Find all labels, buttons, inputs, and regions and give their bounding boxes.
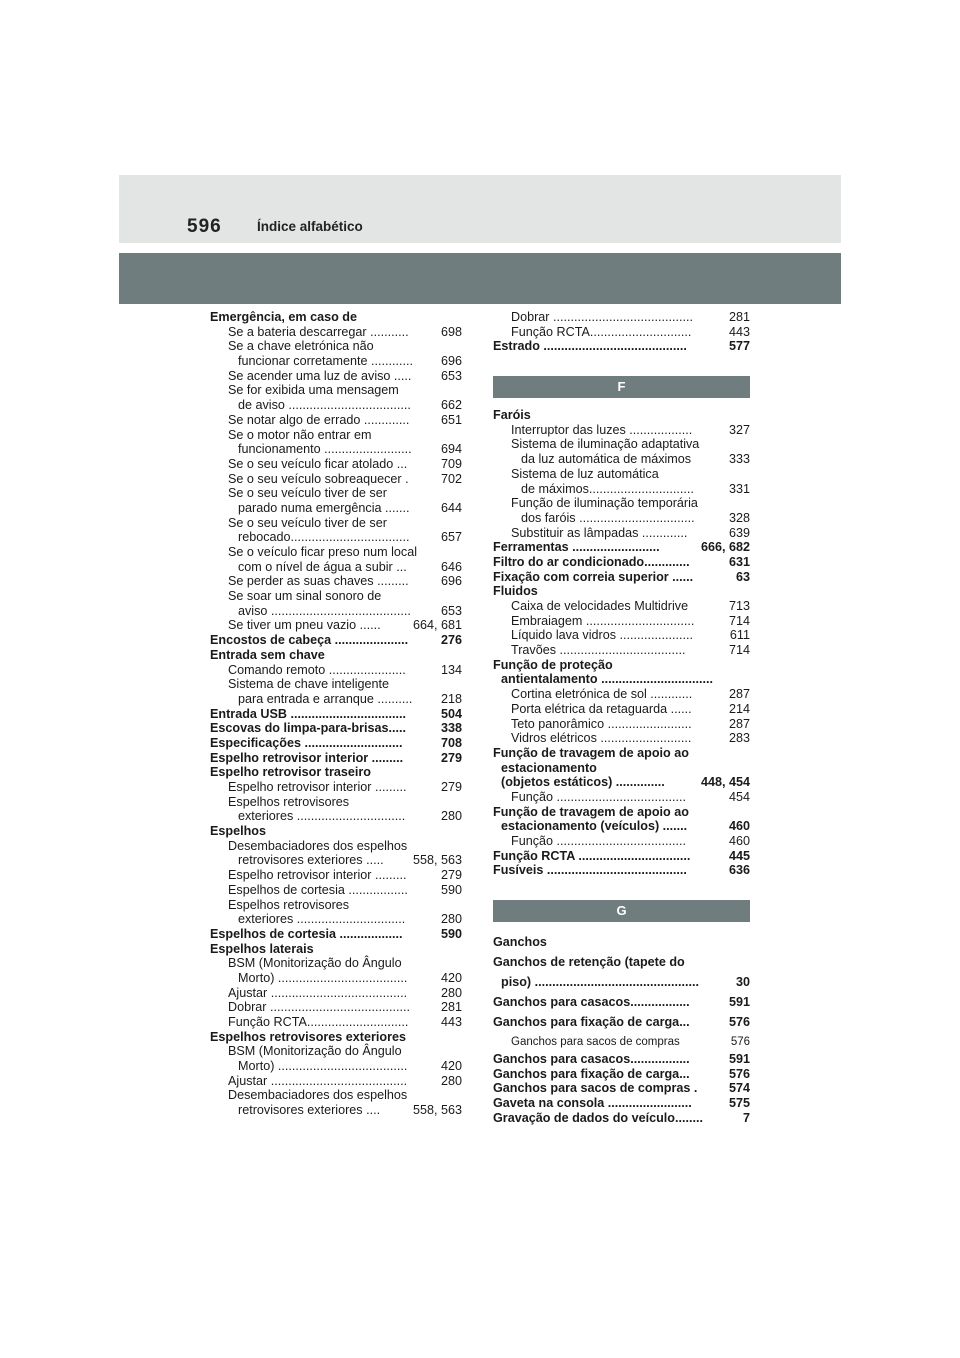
entry-text: retrovisores exteriores ....	[238, 1103, 381, 1118]
section-title: Índice alfabético	[257, 219, 363, 234]
index-entry	[493, 805, 750, 820]
index-column-right	[493, 310, 750, 1126]
entry-text: Se o seu veículo sobreaquecer .	[228, 471, 409, 486]
entry-text: Ganchos de retenção (tapete do	[493, 955, 685, 970]
entry-page: 576	[728, 1066, 750, 1081]
entry-text: Função RCTA.............................	[511, 324, 692, 339]
entry-text: Porta elétrica da retaguarda ......	[511, 701, 692, 716]
entry-text: Vidros elétricos ..........................	[511, 731, 692, 746]
entry-page: 445	[728, 848, 750, 863]
entry-text: Encostos de cabeça .....................	[210, 633, 409, 648]
entry-page: 460	[728, 834, 750, 848]
entry-text: Espelho retrovisor interior .........	[228, 780, 407, 794]
entry-text: Escovas do limpa-para-brisas.....	[210, 721, 406, 736]
entry-page: 331	[728, 481, 750, 496]
entry-page: 280	[440, 912, 462, 927]
index-entry	[210, 1015, 462, 1030]
index-entry	[493, 540, 750, 555]
index-entry	[210, 398, 462, 413]
entry-text: piso) ...............................................	[501, 975, 700, 990]
entry-text: Sistema de chave inteligente	[228, 677, 390, 692]
entry-page: 287	[728, 716, 750, 731]
index-entry	[210, 325, 462, 340]
entry-page: 653	[440, 603, 462, 618]
index-entry	[493, 834, 750, 849]
entry-text: Ganchos para fixação de carga...	[493, 1015, 690, 1030]
entry-text: Especificações ............................	[210, 735, 403, 750]
entry-page: 328	[728, 510, 750, 525]
entry-page: 443	[440, 1015, 462, 1029]
entry-text: Se o seu veículo tiver de ser	[228, 486, 387, 501]
entry-text: Função de iluminação temporária	[511, 496, 698, 511]
entry-page: 279	[440, 750, 462, 765]
entry-text: Função .....................................	[511, 789, 686, 804]
entry-text: Se a bateria descarregar ...........	[228, 324, 409, 339]
entry-page: 279	[440, 868, 462, 883]
index-entry	[493, 452, 750, 467]
index-entry	[210, 486, 462, 501]
entry-text: Função de proteção	[493, 657, 613, 672]
index-entry	[210, 824, 462, 839]
entry-page: 576	[727, 1012, 750, 1032]
entry-text: Espelhos laterais	[210, 941, 314, 956]
entry-text: Ganchos para sacos de compras .	[493, 1081, 698, 1096]
entry-page: 631	[728, 554, 750, 569]
index-entry	[493, 1052, 750, 1067]
index-entry	[493, 717, 750, 732]
entry-page: 646	[440, 559, 462, 574]
entry-text: Substituir as lâmpadas .............	[511, 525, 688, 540]
entry-text: exteriores ...............................	[238, 809, 406, 824]
entry-page: 327	[728, 422, 750, 437]
index-entry	[493, 310, 750, 325]
index-entry	[493, 423, 750, 438]
entry-text: com o nível de água a subir ...	[238, 559, 407, 574]
entry-text: Entrada USB .................................	[210, 706, 406, 721]
index-entry	[210, 736, 462, 751]
entry-text: Espelhos de cortesia ..................	[210, 926, 403, 941]
index-entry	[210, 677, 462, 692]
index-entry	[210, 912, 462, 927]
index-entry	[210, 956, 462, 971]
entry-text: Caixa de velocidades Multidrive	[511, 599, 689, 613]
entry-text: Função .....................................	[511, 834, 686, 848]
index-entry	[210, 648, 462, 663]
index-entry	[210, 942, 462, 957]
entry-text: BSM (Monitorização do Ângulo	[228, 1044, 402, 1059]
index-entry	[493, 570, 750, 585]
entry-text: (objetos estáticos) ..............	[501, 775, 665, 790]
index-entry	[210, 986, 462, 1001]
index-entry	[210, 868, 462, 883]
entry-page: 713	[728, 599, 750, 613]
index-entry	[210, 457, 462, 472]
entry-page: 280	[440, 985, 462, 1000]
entry-page: 575	[728, 1096, 750, 1111]
entry-text: rebocado..................................	[238, 530, 410, 545]
index-entry	[210, 1044, 462, 1059]
index-entry	[210, 560, 462, 575]
entry-text: Gaveta na consola ........................	[493, 1096, 692, 1111]
index-entry	[493, 761, 750, 776]
entry-text: Espelho retrovisor traseiro	[210, 765, 371, 780]
entry-page: 714	[728, 613, 750, 628]
index-entry	[210, 413, 462, 428]
index-column-left	[210, 310, 462, 1118]
index-entry	[493, 849, 750, 864]
entry-text: Desembaciadores dos espelhos	[228, 838, 408, 853]
entry-text: Ferramentas .........................	[493, 540, 660, 555]
entry-page: 577	[728, 339, 750, 354]
entry-text: funcionamento .........................	[238, 442, 412, 457]
entry-page: 651	[440, 412, 462, 427]
index-entry	[493, 437, 750, 452]
index-entry	[493, 496, 750, 511]
index-entry	[210, 428, 462, 443]
entry-text: antientalamento ................................	[501, 672, 714, 687]
header-band	[119, 175, 841, 243]
index-entry	[493, 628, 750, 643]
letter-heading-g: G	[493, 900, 750, 922]
index-entry	[493, 511, 750, 526]
index-entry	[493, 731, 750, 746]
index-entry	[493, 746, 750, 761]
index-entry	[210, 545, 462, 560]
entry-page: 591	[728, 1052, 750, 1067]
index-entry	[493, 992, 750, 1012]
index-entry	[493, 1032, 750, 1052]
index-entry	[493, 672, 750, 687]
entry-page: 574	[728, 1081, 750, 1096]
entry-text: funcionar corretamente ............	[238, 354, 413, 369]
entry-page: 639	[728, 525, 750, 540]
index-entry	[210, 472, 462, 487]
entry-page: 662	[440, 398, 462, 413]
entry-text: Função de travagem de apoio ao	[493, 745, 689, 760]
index-entry	[493, 643, 750, 658]
entry-text: Fixação com correia superior ......	[493, 569, 694, 584]
entry-text: Ganchos para sacos de compras	[511, 1036, 680, 1049]
entry-text: Gravação de dados do veículo........	[493, 1110, 703, 1125]
index-entry	[210, 971, 462, 986]
entry-page: 576	[729, 1032, 750, 1052]
index-entry	[210, 853, 462, 868]
entry-text: Se acender uma luz de aviso .....	[228, 368, 412, 383]
entry-text: Espelhos retrovisores	[228, 794, 350, 809]
entry-page: 134	[440, 662, 462, 677]
entry-page: 590	[440, 882, 462, 897]
index-entry	[210, 780, 462, 795]
entry-page: 644	[440, 500, 462, 515]
entry-page: 283	[728, 731, 750, 746]
entry-page: 708	[440, 735, 462, 750]
entry-page: 696	[440, 354, 462, 369]
index-entry	[210, 310, 462, 325]
entry-page: 653	[440, 368, 462, 383]
entry-page: 214	[728, 701, 750, 716]
index-entry	[210, 809, 462, 824]
entry-text: Se tiver um pneu vazio ......	[228, 618, 381, 633]
index-entry	[210, 516, 462, 531]
index-entry	[210, 795, 462, 810]
section-band	[119, 253, 841, 304]
entry-page: 709	[440, 456, 462, 471]
index-entry	[493, 687, 750, 702]
entry-text: Emergência, em caso de	[210, 310, 357, 324]
entry-page: 280	[440, 1073, 462, 1088]
index-entry	[493, 467, 750, 482]
entry-text: Se o veículo ficar preso num local	[228, 545, 417, 559]
entry-page: 702	[440, 471, 462, 486]
entry-page: 664, 681	[412, 618, 462, 633]
entry-text: Função de travagem de apoio ao	[493, 804, 689, 819]
entry-text: de máximos..............................	[521, 481, 694, 496]
index-entry	[493, 819, 750, 834]
index-entry	[210, 663, 462, 678]
entry-page: 281	[728, 310, 750, 324]
entry-text: Morto) .....................................	[238, 1059, 408, 1074]
entry-page: 591	[727, 992, 750, 1012]
index-entry	[493, 790, 750, 805]
entry-text: Faróis	[493, 408, 531, 423]
entry-page: 454	[728, 789, 750, 804]
entry-page: 338	[440, 721, 462, 736]
entry-text: Função RCTA ................................	[493, 848, 691, 863]
entry-text: Embraiagem ...............................	[511, 613, 695, 628]
index-entry	[210, 589, 462, 604]
entry-text: Ganchos	[493, 935, 547, 950]
entry-text: Espelho retrovisor interior .........	[210, 750, 404, 765]
index-entry	[210, 751, 462, 766]
entry-text: Espelhos retrovisores exteriores	[210, 1029, 406, 1044]
entry-page: 636	[728, 863, 750, 878]
entry-page: 558, 563	[412, 853, 462, 868]
index-entry	[210, 1103, 462, 1118]
entry-page: 333	[728, 452, 750, 467]
entry-text: para entrada e arranque ..........	[238, 691, 413, 706]
entry-text: Ajustar .......................................	[228, 985, 408, 1000]
entry-text: Se a chave eletrónica não	[228, 339, 374, 354]
entry-text: aviso ........................................	[238, 603, 411, 618]
index-entry	[210, 721, 462, 736]
entry-text: Espelho retrovisor interior .........	[228, 868, 407, 883]
index-entry	[493, 599, 750, 614]
index-entry	[210, 1030, 462, 1045]
entry-text: Dobrar ........................................	[511, 310, 693, 324]
page-number: 596	[187, 216, 222, 237]
entry-page: 558, 563	[412, 1103, 462, 1118]
index-entry	[493, 325, 750, 340]
index-entry	[210, 839, 462, 854]
index-entry	[210, 898, 462, 913]
index-entry	[493, 775, 750, 790]
index-entry	[493, 339, 750, 354]
index-entry	[210, 501, 462, 516]
index-entry	[210, 354, 462, 369]
index-entry	[210, 633, 462, 648]
entry-text: da luz automática de máximos	[521, 452, 692, 467]
index-entry	[210, 604, 462, 619]
entry-text: Se notar algo de errado .............	[228, 412, 410, 427]
entry-text: Se o seu veículo ficar atolado ...	[228, 456, 408, 471]
index-entry	[493, 584, 750, 599]
index-entry	[493, 952, 750, 972]
entry-text: Sistema de iluminação adaptativa	[511, 437, 700, 452]
index-entry	[493, 614, 750, 629]
entry-page: 279	[440, 780, 462, 794]
entry-page: 696	[440, 574, 462, 589]
index-entry	[210, 339, 462, 354]
entry-text: Ajustar .......................................	[228, 1073, 408, 1088]
entry-text: Se for exibida uma mensagem	[228, 383, 399, 398]
entry-text: Fluidos	[493, 584, 538, 599]
entry-text: Filtro do ar condicionado.............	[493, 554, 690, 569]
index-entry	[210, 692, 462, 707]
letter-heading-f: F	[493, 376, 750, 398]
entry-text: Estrado .........................................	[493, 339, 687, 354]
entry-text: parado numa emergência .......	[238, 500, 410, 515]
entry-page: 218	[440, 691, 462, 706]
entry-text: Espelhos retrovisores	[228, 897, 350, 912]
entry-page: 7	[742, 1110, 750, 1125]
entry-text: BSM (Monitorização do Ângulo	[228, 956, 402, 971]
entry-text: Morto) .....................................	[238, 970, 408, 985]
entry-text: Desembaciadores dos espelhos	[228, 1088, 408, 1103]
entry-text: Comando remoto ......................	[228, 662, 406, 677]
entry-page: 460	[728, 819, 750, 834]
entry-page: 590	[440, 926, 462, 941]
entry-page: 276	[440, 633, 462, 648]
entry-page: 420	[440, 1059, 462, 1074]
index-entry	[210, 1000, 462, 1015]
entry-text: Se perder as suas chaves .........	[228, 574, 409, 589]
index-entry	[493, 702, 750, 717]
index-entry	[210, 574, 462, 589]
entry-text: Espelhos de cortesia .................	[228, 882, 408, 897]
entry-text: Cortina eletrónica de sol ............	[511, 687, 693, 702]
index-entry	[210, 1074, 462, 1089]
entry-page: 448, 454	[700, 775, 750, 790]
index-entry	[210, 765, 462, 780]
entry-text: Ganchos para fixação de carga...	[493, 1066, 690, 1081]
index-entry	[210, 883, 462, 898]
entry-page: 504	[440, 706, 462, 721]
entry-page: 443	[728, 324, 750, 339]
entry-text: Se o motor não entrar em	[228, 427, 372, 442]
entry-text: estacionamento	[501, 760, 597, 775]
entry-page: 420	[440, 970, 462, 985]
index-entry	[210, 369, 462, 384]
index-entry	[210, 618, 462, 633]
index-entry	[210, 927, 462, 942]
entry-text: Interruptor das luzes ..................	[511, 422, 693, 437]
index-entry	[493, 1067, 750, 1082]
entry-text: dos faróis .................................	[521, 510, 695, 525]
entry-page: 63	[735, 569, 750, 584]
entry-page: 281	[440, 1000, 462, 1015]
index-entry	[493, 1012, 750, 1032]
entry-text: Sistema de luz automática	[511, 466, 659, 481]
entry-text: Ganchos para casacos.................	[493, 995, 690, 1010]
entry-text: Se o seu veículo tiver de ser	[228, 515, 387, 530]
entry-text: Espelhos	[210, 824, 266, 839]
index-entry	[493, 482, 750, 497]
entry-text: retrovisores exteriores .....	[238, 853, 384, 868]
index-entry	[493, 526, 750, 541]
entry-text: Dobrar ........................................	[228, 1000, 410, 1015]
index-entry	[210, 383, 462, 398]
entry-page: 657	[440, 530, 462, 545]
entry-text: Função RCTA.............................	[228, 1015, 409, 1029]
entry-text: Entrada sem chave	[210, 647, 325, 662]
entry-text: Travões ....................................	[511, 643, 686, 658]
entry-text: Fusíveis ........................................	[493, 863, 687, 878]
index-entry	[493, 863, 750, 878]
entry-page: 280	[440, 809, 462, 824]
entry-page: 611	[729, 628, 750, 643]
index-entry	[493, 1081, 750, 1096]
entry-page: 30	[734, 972, 750, 992]
index-entry	[210, 1059, 462, 1074]
index-entry	[493, 408, 750, 423]
index-entry	[210, 707, 462, 722]
index-entry	[493, 658, 750, 673]
entry-text: Se soar um sinal sonoro de	[228, 589, 382, 604]
entry-text: Teto panorâmico ........................	[511, 716, 692, 731]
index-entry	[493, 1096, 750, 1111]
index-entry	[210, 1088, 462, 1103]
index-entry	[493, 1111, 750, 1126]
index-entry	[493, 555, 750, 570]
entry-page: 714	[728, 643, 750, 658]
entry-text: exteriores ...............................	[238, 912, 406, 927]
index-entry	[210, 530, 462, 545]
entry-text: Ganchos para casacos.................	[493, 1052, 690, 1067]
index-entry	[493, 932, 750, 952]
entry-page: 694	[440, 442, 462, 457]
entry-text: estacionamento (veículos) .......	[501, 819, 688, 834]
entry-page: 666, 682	[700, 540, 750, 555]
index-entry	[493, 972, 750, 992]
entry-text: de aviso ...................................	[238, 398, 411, 413]
index-entry	[210, 442, 462, 457]
entry-page: 287	[728, 687, 750, 702]
entry-page: 698	[440, 324, 462, 339]
entry-text: Líquido lava vidros .....................	[511, 628, 693, 643]
